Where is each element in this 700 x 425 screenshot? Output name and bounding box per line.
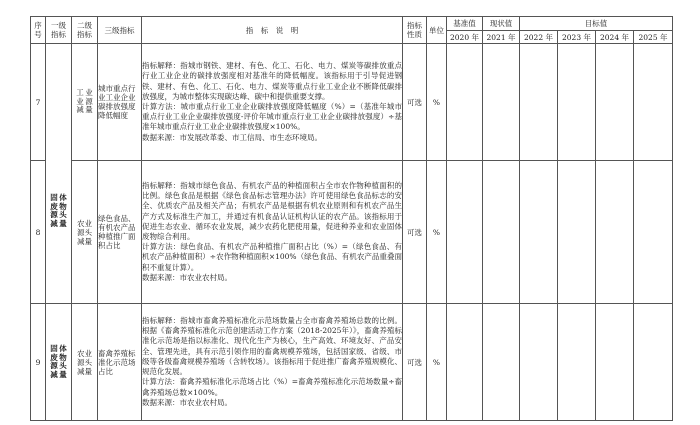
description-cell (142, 44, 403, 161)
header-target: 目标值 (520, 17, 673, 31)
header-year-2024: 2024 年 (596, 31, 634, 44)
description-method: 计算方法：绿色食品、有机农产品种植推广面积占比（%）=（绿色食品、有机农产品种植面积）÷农作物种植面积×100%（绿色食品、有机农产品重叠面积不重复计算）。 (142, 242, 402, 272)
level2-cell: 农业源头减量 (72, 304, 98, 421)
level3-cell: 绿色食品、有机农产品种植推广面积占比 (98, 161, 142, 304)
target-2023 (558, 161, 596, 304)
current-value (483, 161, 520, 304)
target-2024 (596, 161, 634, 304)
level1-label: 固废源减 体物头量 (50, 193, 67, 228)
row-number: 7 (31, 44, 46, 161)
target-2022 (520, 161, 558, 304)
current-value (483, 44, 520, 161)
description-explanation: 指标解释：指城市钢铁、建材、有色、化工、石化、电力、煤炭等碳排放重点行业工业企业的碳排放强度相对基准年的降低幅度。该指标用于引导促进钢铁、建材、有色、化工、石化、电力、煤炭等重点行业工业企业不断降低碳排放强度，为城市整体实现碳达峰、碳中和提供重要支撑。 (142, 61, 402, 101)
description-source: 数据来源：市发展改革委、市工信局、市生态环境局。 (142, 132, 322, 142)
header-nature: 指标 性质 (403, 17, 427, 44)
row-number: 9 (31, 304, 46, 421)
target-2024 (596, 44, 634, 161)
header-baseline: 基准值 (447, 17, 483, 31)
unit-cell: % (427, 161, 447, 304)
baseline-value (447, 161, 483, 304)
target-2022 (520, 44, 558, 161)
description-source: 数据来源：市农业农村局。 (142, 272, 232, 282)
header-year-2025: 2025 年 (634, 31, 673, 44)
header-unit: 单位 (427, 17, 447, 44)
baseline-value (447, 44, 483, 161)
row-number: 8 (31, 161, 46, 304)
nature-cell: 可选 (403, 44, 427, 161)
nature-cell: 可选 (403, 304, 427, 421)
level1-label: 固废源减 体物头量 (50, 344, 67, 379)
target-2023 (558, 304, 596, 421)
header-description: 指 标 说 明 (142, 17, 403, 44)
target-2025 (634, 44, 673, 161)
header-level1: 一级 指标 (46, 17, 72, 44)
description-source: 数据来源：市农业农村局。 (142, 397, 232, 407)
header-level2: 二级 指标 (72, 17, 98, 44)
level2-cell: 工业减 业源量 (72, 44, 98, 161)
level3-cell: 城市重点行业工业企业碳排放强度降低幅度 (98, 44, 142, 161)
description-explanation: 指标解释：指城市畜禽养殖标准化示范场数量占全市畜禽养殖场总数的比例。根据《畜禽养殖标准化示范创建活动工作方案（2018-2025年）》，畜禽养殖标准化示范场是指以标准化、现代化生产为核心，生产高效、环境友好、产品安全、管理先进，具有示范引领作用的畜禽规模养殖场，包括国家级、省级、市级等各级畜禽规模养殖场（含转牧场）。该指标用于促进推广畜禽养殖规模化、规范化发展。 (142, 316, 402, 377)
indicator-table (30, 16, 673, 421)
level2-cell: 农业源头减量 (72, 161, 98, 304)
target-2024 (596, 304, 634, 421)
header-year-2021: 2021 年 (483, 31, 520, 44)
unit-cell: % (427, 44, 447, 161)
description-explanation: 指标解释：指城市绿色食品、有机农产品的种植面积占全市农作物种植面积的比例。绿色食品是根据《绿色食品标志管理办法》许可使用绿色食品标志的安全、优质农产品及相关产品；有机农产品是根据有机农业原则和有机农产品生产方式及标准生产加工，并通过有机食品认证机构认证的农产品。该指标用于促进生态农业、循环农业发展，减少农药化肥使用量，促进种养业和农业固体废物综合利用。 (142, 180, 402, 241)
level3-cell: 畜禽养殖标准化示范场占比 (98, 304, 142, 421)
description-cell (142, 304, 403, 421)
header-row-top (31, 17, 673, 31)
target-2022 (520, 304, 558, 421)
description-method: 计算方法：畜禽养殖标准化示范场占比（%）=畜禽养殖标准化示范场数量÷畜禽养殖场总数×100%。 (142, 377, 402, 397)
table-row (31, 304, 673, 421)
level1-cell (46, 44, 72, 304)
header-year-2020: 2020 年 (447, 31, 483, 44)
header-year-2023: 2023 年 (558, 31, 596, 44)
header-year-2022: 2022 年 (520, 31, 558, 44)
table-row (31, 161, 673, 304)
table-row (31, 44, 673, 161)
current-value (483, 304, 520, 421)
unit-cell: % (427, 304, 447, 421)
description-cell (142, 161, 403, 304)
target-2025 (634, 161, 673, 304)
baseline-value (447, 304, 483, 421)
target-2023 (558, 44, 596, 161)
description-method: 计算方法：城市重点行业工业企业碳排放强度降低幅度（%）=（基准年城市重点行业工业企业碳排放强度-评价年城市重点行业工业企业碳排放强度）÷基准年城市重点行业工业企业碳排放强度×100%。 (142, 102, 402, 132)
header-level3: 三级指标 (98, 17, 142, 44)
target-2025 (634, 304, 673, 421)
header-no: 序 号 (31, 17, 46, 44)
level1-cell (46, 304, 72, 421)
nature-cell: 可选 (403, 161, 427, 304)
header-current: 现状值 (483, 17, 520, 31)
